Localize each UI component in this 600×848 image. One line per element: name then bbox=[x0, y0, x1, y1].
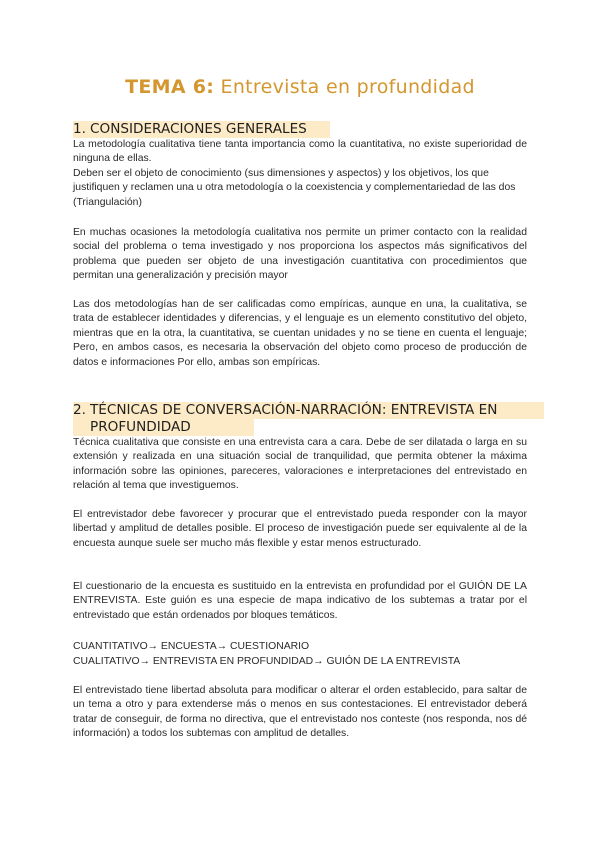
chain-qualitative: CUALITATIVO→ ENTREVISTA EN PROFUNDIDAD→ GUIÓN DE LA ENTREVISTA bbox=[73, 656, 461, 667]
chain-quantitative: CUANTITATIVO→ ENCUESTA→ CUESTIONARIO bbox=[73, 641, 310, 652]
paragraph: El entrevistador debe favorecer y procurar que el entrevistado pueda responder con la mayor libertad y amplitud de detalles posible. El proceso de investigación puede ser equivalente al de la encuesta aunque suele ser mucho más flexible y estar menos estructurado. bbox=[73, 509, 527, 549]
section-2-heading bbox=[73, 402, 544, 419]
paragraph: La metodología cualitativa tiene tanta importancia como la cuantitativa, no existe superioridad de ninguna de ellas. bbox=[73, 139, 527, 165]
paragraph: En muchas ocasiones la metodología cualitativa nos permite un primer contacto con la realidad social del problema o tema investigado y nos proporciona los aspectos más significativos del problema que pueden ser objeto de una investigación cuantitativa con procedimientos que permitan una generalización y precisión mayor bbox=[73, 227, 527, 282]
paragraph: Técnica cualitativa que consiste en una entrevista cara a cara. Debe de ser dilatada o larga en su extensión y realizada en una situación social de tranquilidad, que permita obtener la máxima información sobre las opiniones, pareceres, valoraciones e interpretaciones del entrevistado en relación al tema que investiguemos. bbox=[73, 437, 527, 492]
section-2-heading-cont bbox=[73, 419, 254, 436]
section-1-title: CONSIDERACIONES GENERALES bbox=[90, 121, 307, 137]
section-1-number: 1. bbox=[73, 121, 86, 137]
paragraph: El entrevistado tiene libertad absoluta para modificar o alterar el orden establecido, para saltar de un tema a otro y para extenderse más o menos en sus contestaciones. El entrevistador deberá tratar de conseguir, de forma no directiva, que el entrevistado nos conteste (nos responda, nos dé información) a todos los subtemas con amplitud de detalles. bbox=[73, 685, 527, 740]
paragraph: El cuestionario de la encuesta es sustituido en la entrevista en profundidad por el GUIÓN DE LA ENTREVISTA. Este guión es una especie de mapa indicativo de los subtemas a tratar por el entrevistado que están ordenados por bloques temáticos. bbox=[73, 581, 527, 621]
title-prefix: TEMA 6: bbox=[125, 76, 215, 98]
paragraph: Deben ser el objeto de conocimiento (sus dimensiones y aspectos) y los objetivos, los que justifiquen y reclamen una u otra metodología o la coexistencia y complementariedad de las dos (Triangulación) bbox=[73, 168, 516, 208]
section-1-heading bbox=[73, 121, 330, 138]
section-2-title-line-1: TÉCNICAS DE CONVERSACIÓN-NARRACIÓN: ENTREVISTA EN bbox=[90, 402, 498, 418]
paragraph: Las dos metodologías han de ser calificadas como empíricas, aunque en una, la cualitativa, se trata de establecer identidades y diferencias, y el lenguaje es un elemento constitutivo del objeto, mientras que en la otra, la cuantitativa, se cuentan unidades y no se tiene en cuenta el lenguaje; Pero, en ambos casos, es necesaria la observación del objeto como proceso de producción de datos e informaciones Por ello, ambas son empíricas. bbox=[73, 299, 527, 368]
page-title bbox=[0, 76, 600, 98]
section-2-title-line-2: PROFUNDIDAD bbox=[90, 419, 191, 435]
title-topic: Entrevista en profundidad bbox=[220, 76, 475, 98]
section-2-number: 2. bbox=[73, 402, 86, 418]
